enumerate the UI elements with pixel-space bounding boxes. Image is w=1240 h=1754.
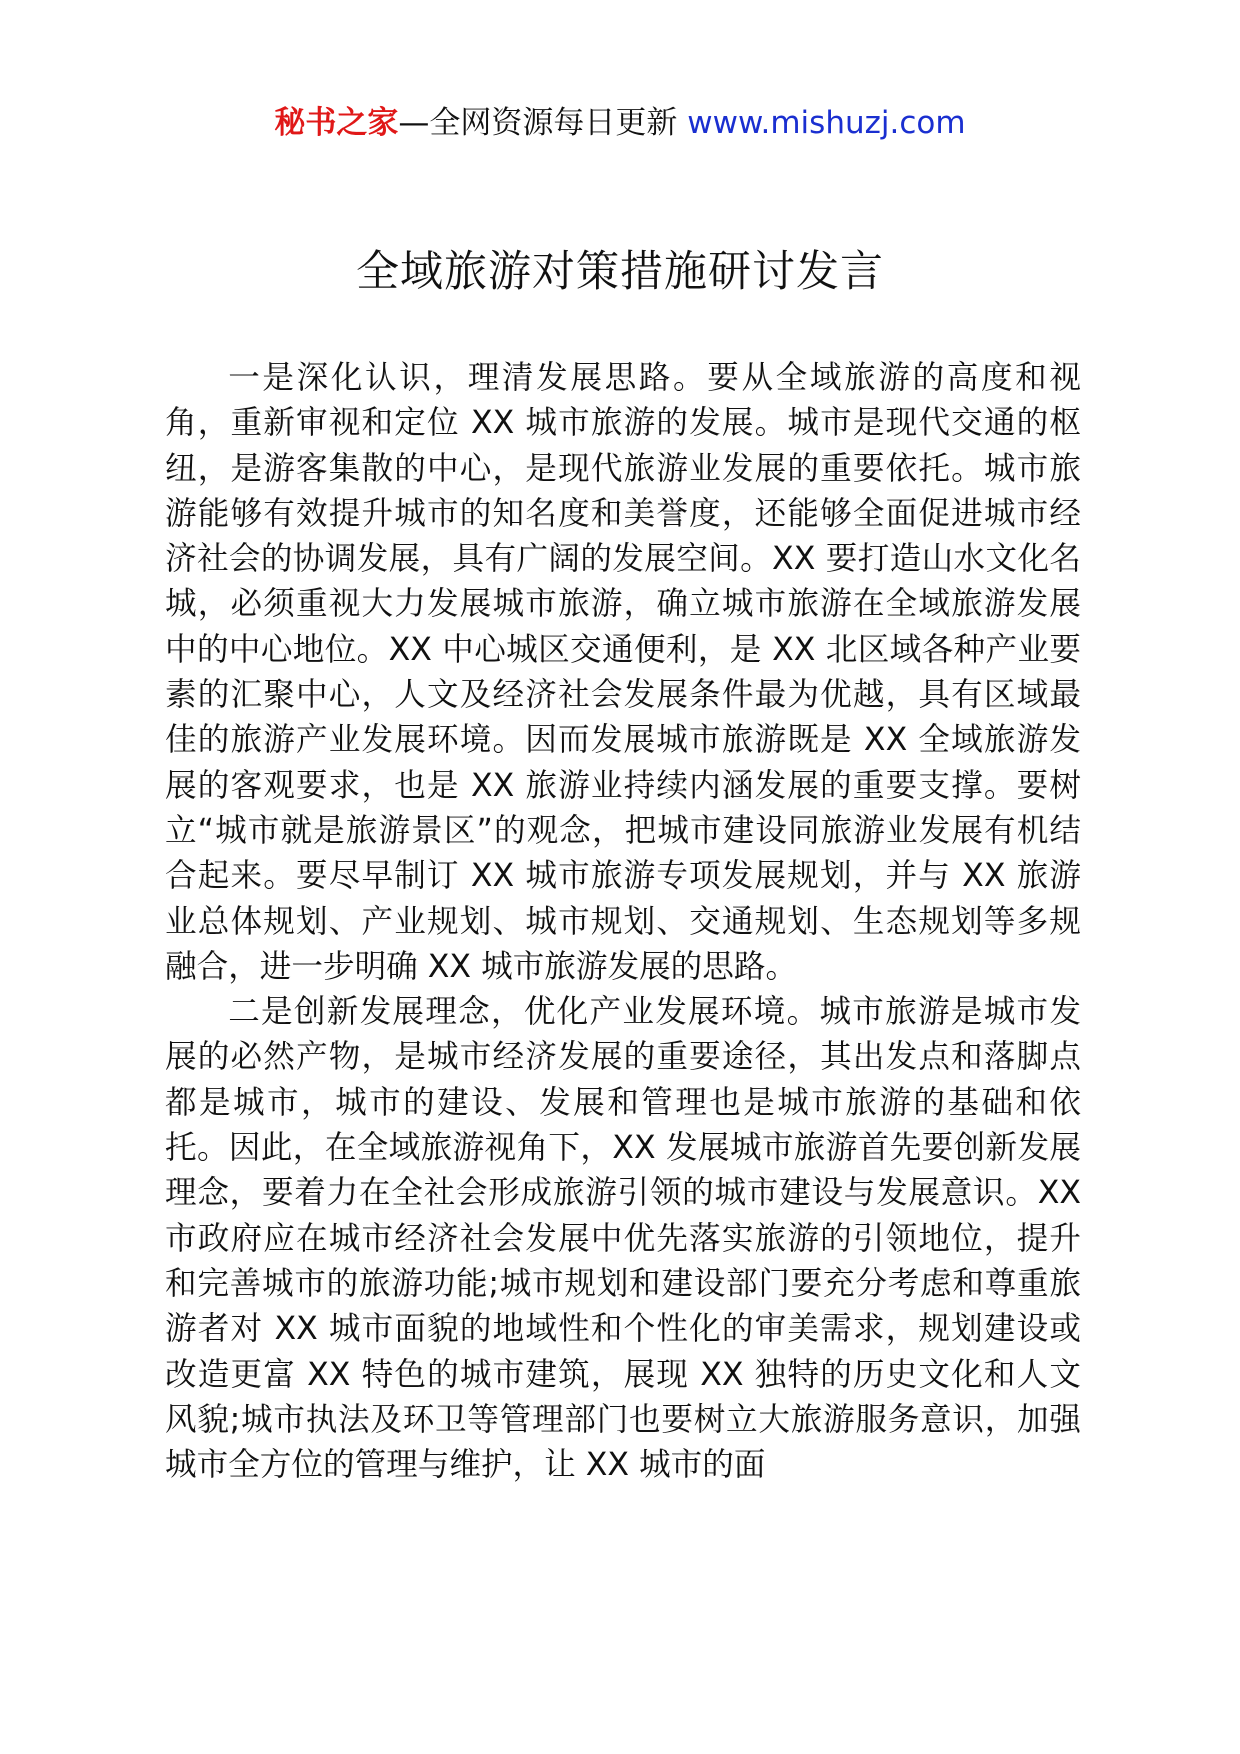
document-body <box>165 356 1081 1488</box>
site-brand: 秘书之家 <box>274 105 399 141</box>
site-header <box>0 98 1240 148</box>
site-url-link[interactable]: www.mishuzj.com <box>687 105 966 141</box>
paragraph-1: 一是深化认识，理清发展思路。要从全域旅游的高度和视角，重新审视和定位 XX 城市旅游的发展。城市是现代交通的枢纽，是游客集散的中心，是现代旅游业发展的重要依托。城市旅游能够有效提升城市的知名度和美誉度，还能够全面促进城市经济社会的协调发展，具有广阔的发展空间。XX 要打造山水文化名城，必须重视大力发展城市旅游，确立城市旅游在全域旅游发展中的中心地位。XX 中心城区交通便利，是 XX 北区域各种产业要素的汇聚中心，人文及经济社会发展条件最为优越，具有区域最佳的旅游产业发展环境。因而发展城市旅游既是 XX 全域旅游发展的客观要求，也是 XX 旅游业持续内涵发展的重要支撑。要树立“城市就是旅游景区”的观念，把城市建设同旅游业发展有机结合起来。要尽早制订 XX 城市旅游专项发展规划，并与 XX 旅游业总体规划、产业规划、城市规划、交通规划、生态规划等多规融合，进一步明确 XX 城市旅游发展的思路。 <box>165 360 1081 985</box>
document-title: 全域旅游对策措施研讨发言 <box>356 247 884 297</box>
paragraph-2: 二是创新发展理念，优化产业发展环境。城市旅游是城市发展的必然产物，是城市经济发展的重要途径，其出发点和落脚点都是城市，城市的建设、发展和管理也是城市旅游的基础和依托。因此，在全域旅游视角下，XX 发展城市旅游首先要创新发展理念，要着力在全社会形成旅游引领的城市建设与发展意识。XX 市政府应在城市经济社会发展中优先落实旅游的引领地位，提升和完善城市的旅游功能;城市规划和建设部门要充分考虑和尊重旅游者对 XX 城市面貌的地域性和个性化的审美需求，规划建设或改造更富 XX 特色的城市建筑，展现 XX 独特的历史文化和人文风貌;城市执法及环卫等管理部门也要树立大旅游服务意识，加强城市全方位的管理与维护，让 XX 城市的面 <box>165 994 1081 1484</box>
site-tagline: —全网资源每日更新 <box>398 105 688 141</box>
